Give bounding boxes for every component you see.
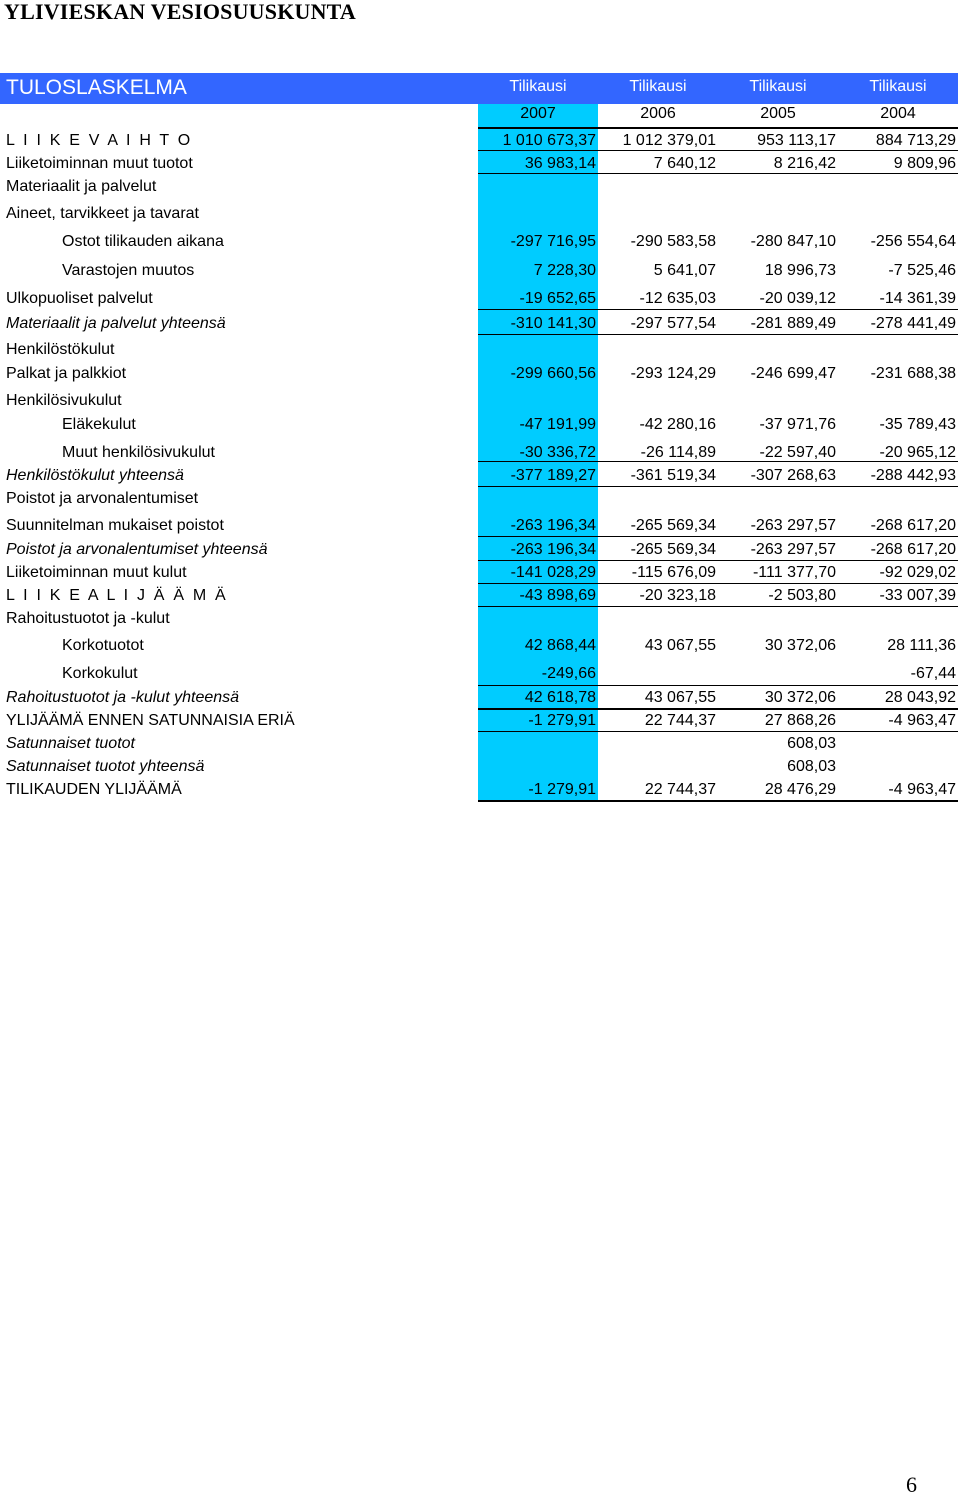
row-value-2007: -299 660,56 xyxy=(510,365,596,382)
table-row xyxy=(0,313,960,335)
table-row xyxy=(0,363,960,385)
row-value-2007: 1 010 673,37 xyxy=(502,132,596,149)
period-label-2004: Tilikausi xyxy=(869,78,927,95)
row-label: Liiketoiminnan muut tuotot xyxy=(6,155,193,172)
row-label: Henkilöstökulut xyxy=(6,341,115,358)
row-label: Henkilösivukulut xyxy=(6,392,122,409)
row-value-2006: 22 744,37 xyxy=(644,712,716,729)
row-label: Ulkopuoliset palvelut xyxy=(6,290,153,307)
table-row xyxy=(0,562,960,584)
row-value-2007: -377 189,27 xyxy=(510,467,596,484)
row-value-2004: -92 029,02 xyxy=(879,564,956,581)
table-row xyxy=(0,663,960,685)
row-value-2004: -4 963,47 xyxy=(888,712,956,729)
row-value-2007: -263 196,34 xyxy=(510,517,596,534)
row-value-2007: -47 191,99 xyxy=(519,416,596,433)
table-row xyxy=(0,635,960,657)
row-value-2004: 884 713,29 xyxy=(875,132,956,149)
statement-title: TULOSLASKELMA xyxy=(6,76,187,99)
row-value-2006: -26 114,89 xyxy=(640,444,716,461)
row-value-2005: -307 268,63 xyxy=(750,467,836,484)
row-value-2005: 28 476,29 xyxy=(764,781,836,798)
row-value-2005: -281 889,49 xyxy=(750,315,836,332)
period-label-2005: Tilikausi xyxy=(749,78,807,95)
table-row xyxy=(0,608,960,630)
row-value-2006: -115 676,09 xyxy=(631,564,716,581)
row-label: Ostot tilikauden aikana xyxy=(62,233,224,250)
row-label: Korkotuotot xyxy=(62,637,144,654)
row-value-2005: 8 216,42 xyxy=(773,155,836,172)
row-label: YLIJÄÄMÄ ENNEN SATUNNAISIA ERIÄ xyxy=(6,712,295,729)
table-row xyxy=(0,203,960,225)
row-value-2007: 36 983,14 xyxy=(524,155,596,172)
table-row xyxy=(0,465,960,487)
row-value-2005: -20 039,12 xyxy=(759,290,836,307)
row-value-2004: -7 525,46 xyxy=(888,262,956,279)
row-label: TILIKAUDEN YLIJÄÄMÄ xyxy=(6,781,182,798)
row-value-2005: 30 372,06 xyxy=(764,637,836,654)
row-label: Satunnaiset tuotot xyxy=(6,735,135,752)
row-value-2006: -12 635,03 xyxy=(639,290,716,307)
row-label: Henkilöstökulut yhteensä xyxy=(6,467,184,484)
row-value-2006: 43 067,55 xyxy=(644,689,716,706)
table-row xyxy=(0,539,960,561)
row-value-2005: 953 113,17 xyxy=(757,132,836,149)
row-value-2006: 7 640,12 xyxy=(653,155,716,172)
row-value-2007: 42 618,78 xyxy=(524,689,596,706)
row-value-2006: -297 577,54 xyxy=(630,315,716,332)
table-row xyxy=(0,710,960,732)
organization-title: YLIVIESKAN VESIOSUUSKUNTA xyxy=(4,0,357,24)
year-2006: 2006 xyxy=(640,105,676,122)
row-value-2006: -20 323,18 xyxy=(639,587,716,604)
row-value-2006: -290 583,58 xyxy=(630,233,716,250)
row-value-2004: -14 361,39 xyxy=(879,290,956,307)
row-label: L I I K E V A I H T O xyxy=(6,132,193,149)
row-value-2004: -33 007,39 xyxy=(879,587,956,604)
row-value-2007: -297 716,95 xyxy=(510,233,596,250)
row-value-2004: -231 688,38 xyxy=(870,365,956,382)
row-value-2005: -37 971,76 xyxy=(759,416,836,433)
row-separator-line xyxy=(478,127,958,129)
row-label: Poistot ja arvonalentumiset yhteensä xyxy=(6,541,268,558)
row-value-2005: 608,03 xyxy=(787,758,836,775)
table-row xyxy=(0,585,960,607)
row-value-2005: -280 847,10 xyxy=(750,233,836,250)
table-row xyxy=(0,153,960,175)
row-label: Poistot ja arvonalentumiset xyxy=(6,490,199,507)
row-value-2007: -30 336,72 xyxy=(519,444,596,461)
table-row xyxy=(0,130,960,152)
table-row xyxy=(0,339,960,361)
year-2007: 2007 xyxy=(520,105,556,122)
row-value-2005: -2 503,80 xyxy=(768,587,836,604)
table-row xyxy=(0,176,960,198)
period-label-2007: Tilikausi xyxy=(509,78,567,95)
row-value-2006: -361 519,34 xyxy=(630,467,716,484)
row-value-2005: 608,03 xyxy=(787,735,836,752)
period-label-2006: Tilikausi xyxy=(629,78,687,95)
row-value-2005: -22 597,40 xyxy=(759,444,836,461)
row-value-2005: -263 297,57 xyxy=(750,541,836,558)
row-value-2005: -111 377,70 xyxy=(752,564,836,581)
row-label: Palkat ja palkkiot xyxy=(6,365,127,382)
page-number: 6 xyxy=(906,1472,917,1497)
row-label: Materiaalit ja palvelut xyxy=(6,178,157,195)
row-label: Liiketoiminnan muut kulut xyxy=(6,564,187,581)
row-label: Satunnaiset tuotot yhteensä xyxy=(6,758,205,775)
table-row xyxy=(0,390,960,412)
table-row xyxy=(0,442,960,464)
row-value-2004: -256 554,64 xyxy=(870,233,956,250)
row-value-2007: 42 868,44 xyxy=(524,637,596,654)
row-label: Materiaalit ja palvelut yhteensä xyxy=(6,315,226,332)
row-label: Rahoitustuotot ja -kulut yhteensä xyxy=(6,689,240,706)
table-row xyxy=(0,231,960,253)
row-value-2007: -19 652,65 xyxy=(519,290,596,307)
row-value-2004: -268 617,20 xyxy=(870,541,956,558)
row-value-2005: -246 699,47 xyxy=(750,365,836,382)
row-label: Muut henkilösivukulut xyxy=(62,444,215,461)
row-value-2005: 18 996,73 xyxy=(764,262,836,279)
table-row xyxy=(0,488,960,510)
row-value-2007: -263 196,34 xyxy=(510,541,596,558)
table-row xyxy=(0,756,960,778)
row-label: Suunnitelman mukaiset poistot xyxy=(6,517,224,534)
row-label: L I I K E A L I J Ä Ä M Ä xyxy=(6,587,228,604)
table-row xyxy=(0,687,960,709)
table-row xyxy=(0,733,960,755)
row-value-2006: -265 569,34 xyxy=(630,541,716,558)
row-value-2004: -4 963,47 xyxy=(888,781,956,798)
row-value-2006: 1 012 379,01 xyxy=(622,132,716,149)
row-value-2006: -293 124,29 xyxy=(630,365,716,382)
row-value-2007: -249,66 xyxy=(541,665,596,682)
row-value-2007: -1 279,91 xyxy=(528,712,596,729)
row-value-2006: 43 067,55 xyxy=(644,637,716,654)
row-value-2004: -268 617,20 xyxy=(870,517,956,534)
row-value-2007: -141 028,29 xyxy=(510,564,596,581)
row-value-2004: -20 965,12 xyxy=(879,444,956,461)
row-value-2006: -265 569,34 xyxy=(630,517,716,534)
row-value-2004: 28 043,92 xyxy=(884,689,956,706)
row-separator-line xyxy=(478,685,958,686)
row-value-2005: 30 372,06 xyxy=(764,689,836,706)
table-row xyxy=(0,260,960,282)
row-value-2004: 28 111,36 xyxy=(887,637,956,654)
row-value-2007: -1 279,91 xyxy=(528,781,596,798)
table-row xyxy=(0,515,960,537)
year-2005: 2005 xyxy=(760,105,796,122)
row-value-2006: 22 744,37 xyxy=(644,781,716,798)
row-label: Varastojen muutos xyxy=(62,262,195,279)
row-value-2005: -263 297,57 xyxy=(750,517,836,534)
table-row xyxy=(0,414,960,436)
row-value-2007: 7 228,30 xyxy=(533,262,596,279)
row-value-2004: -35 789,43 xyxy=(879,416,956,433)
row-value-2004: 9 809,96 xyxy=(893,155,956,172)
row-value-2004: -288 442,93 xyxy=(870,467,956,484)
row-value-2004: -278 441,49 xyxy=(870,315,956,332)
row-label: Aineet, tarvikkeet ja tavarat xyxy=(6,205,199,222)
row-value-2006: 5 641,07 xyxy=(653,262,716,279)
row-value-2004: -67,44 xyxy=(910,665,956,682)
table-row xyxy=(0,779,960,801)
row-value-2006: -42 280,16 xyxy=(639,416,716,433)
row-value-2007: -43 898,69 xyxy=(519,587,596,604)
row-value-2005: 27 868,26 xyxy=(764,712,836,729)
row-label: Rahoitustuotot ja -kulut xyxy=(6,610,170,627)
year-2004: 2004 xyxy=(880,105,916,122)
table-row xyxy=(0,288,960,310)
row-value-2007: -310 141,30 xyxy=(510,315,596,332)
row-label: Eläkekulut xyxy=(62,416,136,433)
row-label: Korkokulut xyxy=(62,665,138,682)
